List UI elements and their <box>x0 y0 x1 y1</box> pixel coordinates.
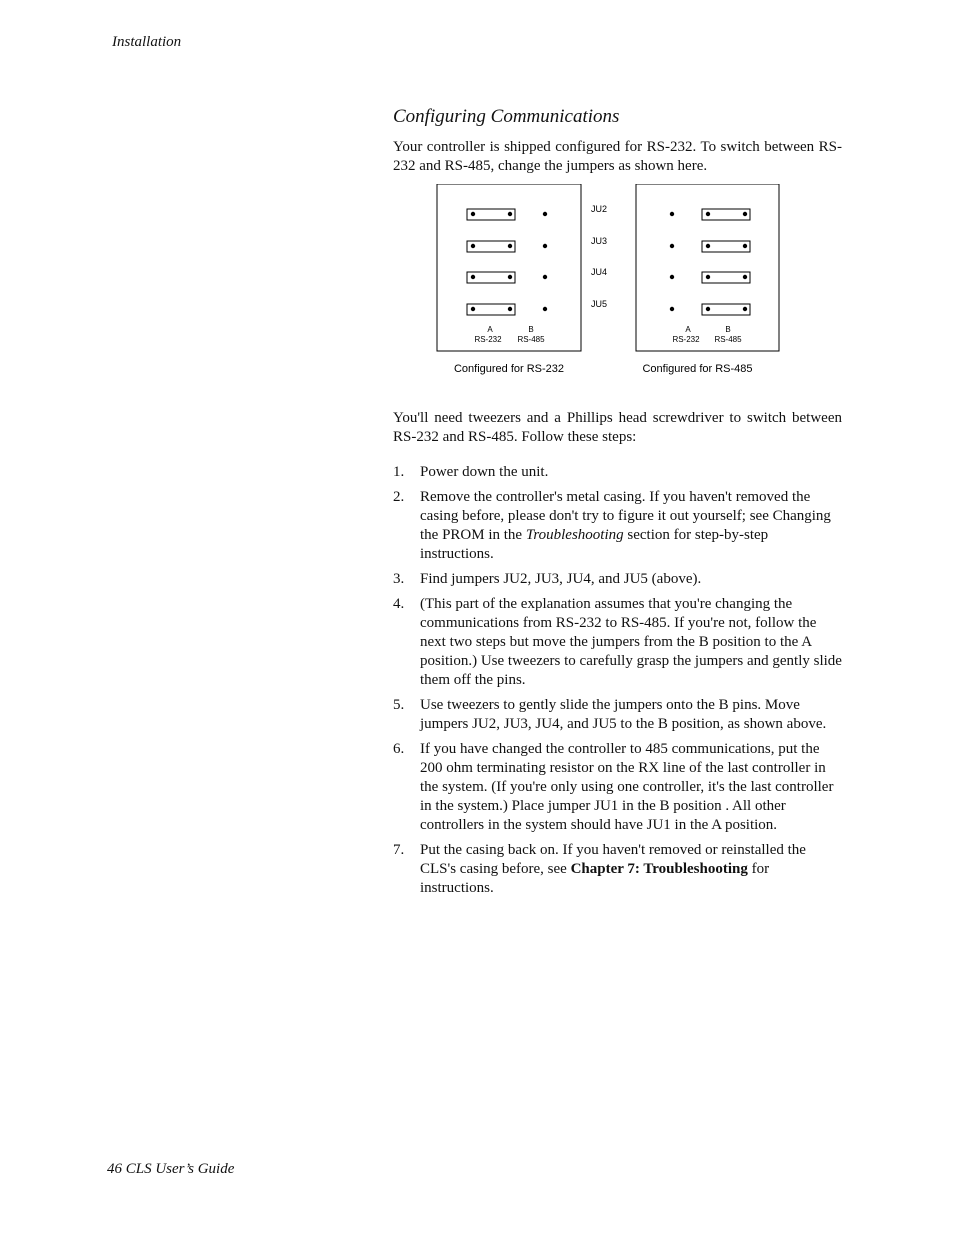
main-content <box>393 106 842 904</box>
step-number: 1. <box>393 464 405 480</box>
step-number: 4. <box>393 596 405 612</box>
step-item <box>393 463 842 482</box>
pin <box>706 244 710 248</box>
step-text: Find jumpers JU2, JU3, JU4, and JU5 (above). <box>420 571 702 587</box>
pin <box>743 212 747 216</box>
pin <box>706 275 710 279</box>
jumper-diagram <box>393 184 842 402</box>
pin <box>670 212 674 216</box>
pin <box>508 275 512 279</box>
pin <box>543 275 547 279</box>
jumper-label: JU5 <box>591 299 608 309</box>
column-b-sublabel: RS-485 <box>517 335 545 344</box>
column-a-sublabel: RS-232 <box>474 335 502 344</box>
pin <box>670 275 674 279</box>
pin <box>706 212 710 216</box>
step-number: 5. <box>393 697 405 713</box>
step-number: 7. <box>393 842 405 858</box>
step-item <box>393 595 842 690</box>
step-item <box>393 696 842 734</box>
step-text: Put the casing back on. If you haven't removed or reinstalled the CLS's casing before, see <box>420 842 806 877</box>
pin <box>743 275 747 279</box>
page-footer: 46 CLS User’s Guide <box>107 1161 235 1177</box>
intro-paragraph: Your controller is shipped configured for RS-232. To switch between RS-232 and RS-485, change the jumpers as shown here. <box>393 139 842 174</box>
pin <box>508 244 512 248</box>
pin <box>670 307 674 311</box>
pin <box>543 212 547 216</box>
step-text: If you have changed the controller to 485 communications, put the 200 ohm terminating resistor on the RX line of the last controller in the system. (If you're only using one controller, it's the last controller in the system.) Place jumper JU1 in the B position . All other controllers in the system should have JU1 in the A position. <box>420 741 834 833</box>
running-head: Installation <box>112 34 182 50</box>
step-text: Chapter 7: Troubleshooting <box>570 861 748 877</box>
step-text: (This part of the explanation assumes that you're changing the communications from RS-232 to RS-485. If you're not, follow the next two steps but move the jumpers from the B position to the A position.) Use tweezers to carefully grasp the jumpers and gently slide them off the pins. <box>420 596 842 688</box>
section-title: Configuring Communications <box>393 106 620 127</box>
step-text: Troubleshooting <box>525 527 624 543</box>
pin <box>743 307 747 311</box>
step-item <box>393 570 842 589</box>
pin <box>543 244 547 248</box>
left-figure-caption: Configured for RS-232 <box>453 363 565 375</box>
steps-list <box>393 463 842 898</box>
jumper-label: JU4 <box>591 267 608 277</box>
step-number: 6. <box>393 741 405 757</box>
step-item <box>393 740 842 835</box>
pin <box>508 212 512 216</box>
step-number: 2. <box>393 489 405 505</box>
column-b-sublabel: RS-485 <box>714 335 742 344</box>
column-b-label: B <box>725 325 731 334</box>
step-text: Remove the controller's metal casing. If you haven't removed the casing before, please don't try to figure it out yourself; see Changing the PROM in the <box>420 489 831 543</box>
pin <box>508 307 512 311</box>
pin <box>471 244 475 248</box>
column-a-label: A <box>487 325 493 334</box>
step-text: for instructions. <box>420 861 770 896</box>
column-a-sublabel: RS-232 <box>672 335 700 344</box>
column-b-label: B <box>528 325 534 334</box>
pin <box>471 307 475 311</box>
pin <box>543 307 547 311</box>
pin <box>670 244 674 248</box>
right-figure-caption: Configured for RS-485 <box>642 363 753 375</box>
step-item <box>393 841 842 898</box>
step-number: 3. <box>393 571 405 587</box>
step-text: section for step-by-step instructions. <box>420 527 769 562</box>
step-item <box>393 488 842 564</box>
jumper-figure <box>393 184 842 402</box>
jumper-label: JU3 <box>591 236 608 246</box>
step-text: Power down the unit. <box>420 464 549 480</box>
pin <box>743 244 747 248</box>
pin <box>471 275 475 279</box>
pin <box>471 212 475 216</box>
prep-paragraph: You'll need tweezers and a Phillips head screwdriver to switch between RS-232 and RS-485. Follow these steps: <box>393 410 842 445</box>
column-a-label: A <box>685 325 691 334</box>
jumper-label: JU2 <box>591 204 608 214</box>
pin <box>706 307 710 311</box>
step-text: Use tweezers to gently slide the jumpers onto the B pins. Move jumpers JU2, JU3, JU4, and JU5 to the B position, as shown above. <box>420 697 827 732</box>
